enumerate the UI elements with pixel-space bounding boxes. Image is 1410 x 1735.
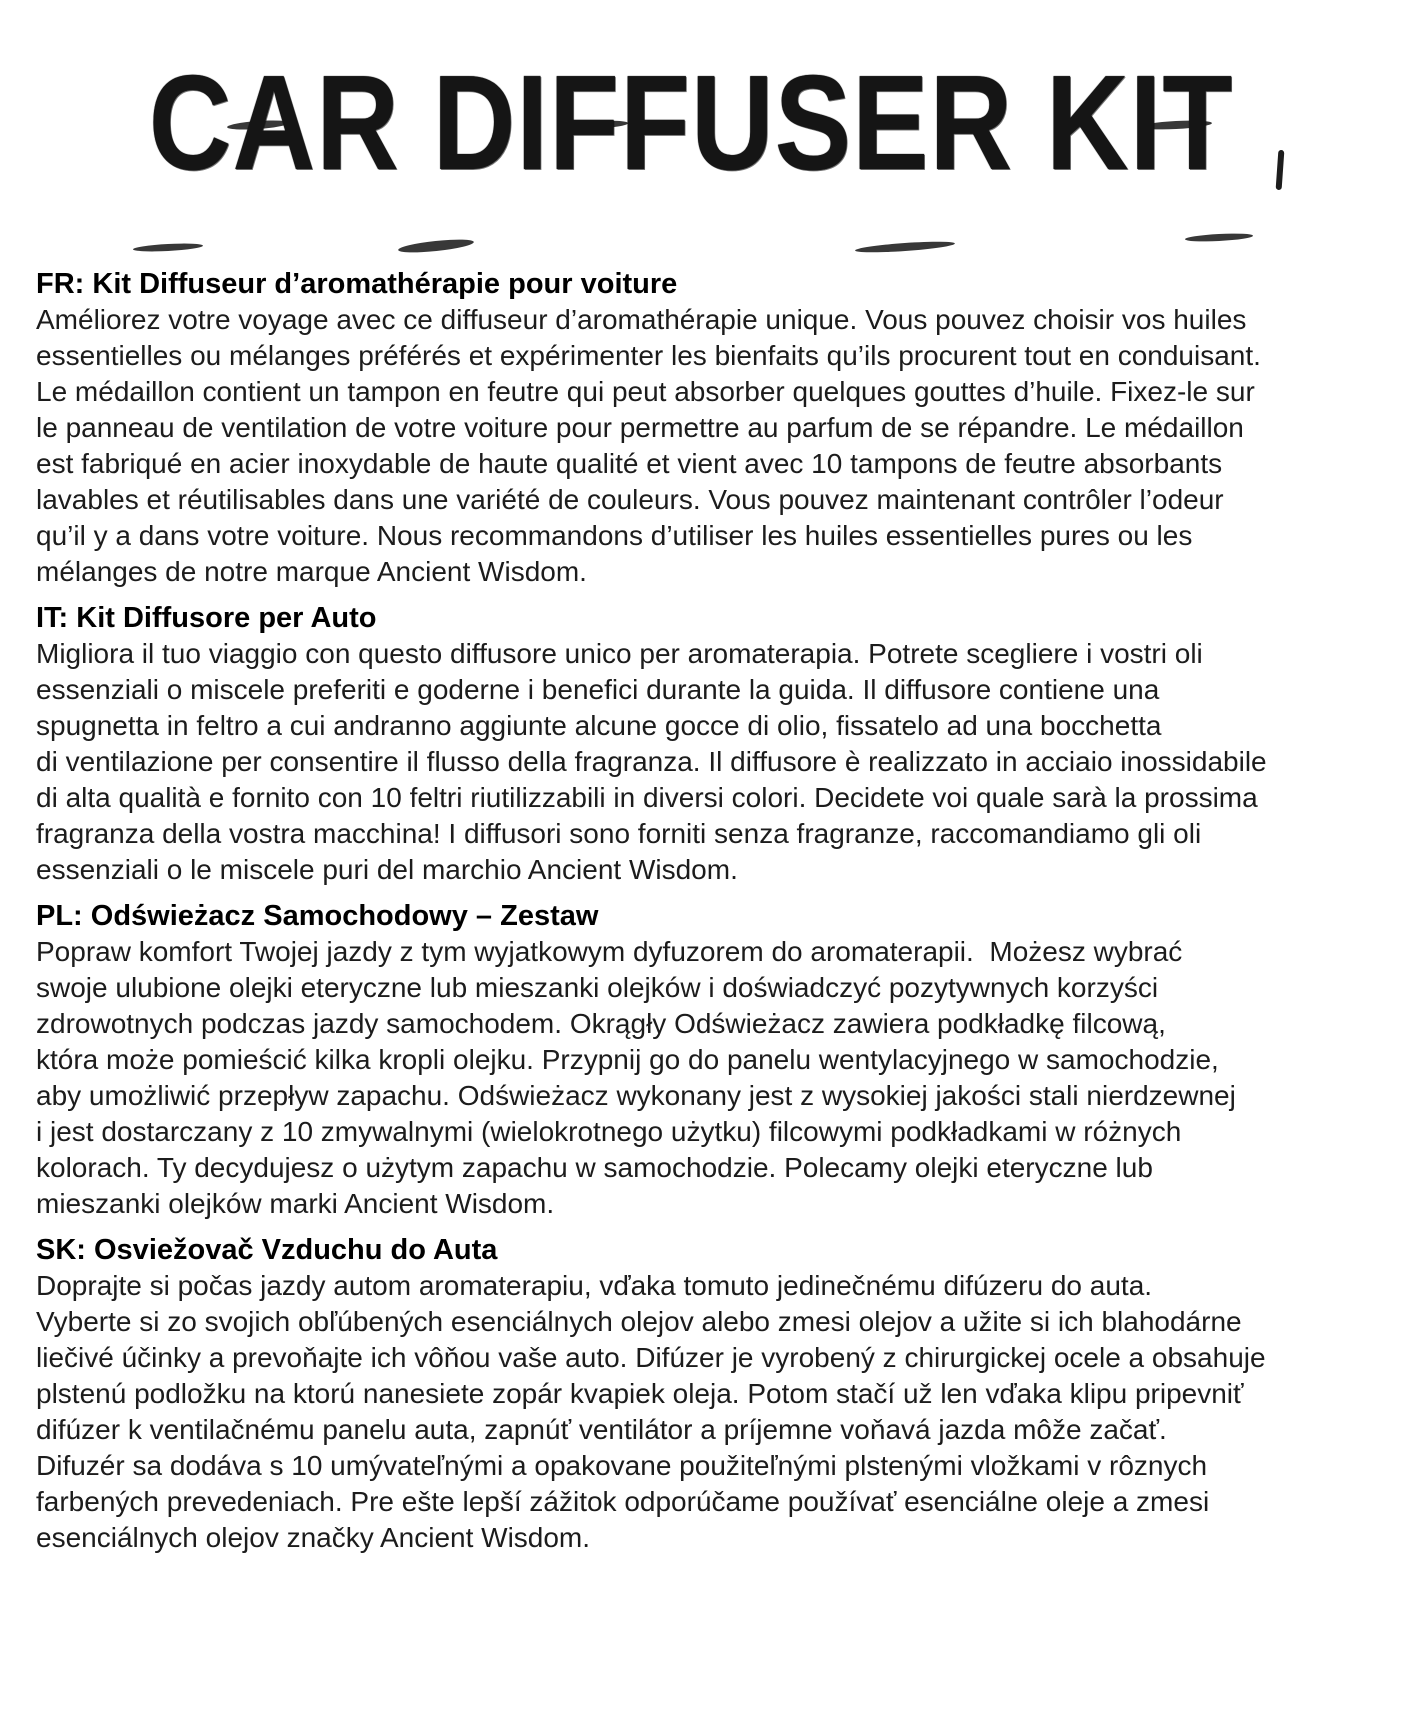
- ink-smudge: [855, 240, 955, 255]
- paragraph-line: essenziali o miscele preferiti e goderne i benefici durante la guida. Il diffusore contiene una: [36, 674, 1160, 705]
- paragraph-line: która może pomieścić kilka kropli olejku. Przypnij go do panelu wentylacyjnego w samochodzie,: [36, 1044, 1219, 1075]
- paragraph-line: Popraw komfort Twojej jazdy z tym wyjatkowym dyfuzorem do aromaterapii. Możesz wybrać: [36, 936, 1183, 967]
- section-fr: [36, 266, 1390, 590]
- section-heading-sk: SK: Osviežovač Vzduchu do Auta: [36, 1234, 498, 1266]
- title-block: [0, 47, 1396, 203]
- paragraph-line: i jest dostarczany z 10 zmywalnymi (wielokrotnego użytku) filcowymi podkładkami w różnych: [36, 1116, 1182, 1147]
- section-it: [36, 600, 1390, 888]
- paragraph-line: kolorach. Ty decydujesz o użytym zapachu w samochodzie. Polecamy olejki eteryczne lub: [36, 1152, 1153, 1183]
- paragraph-line: Améliorez votre voyage avec ce diffuseur d’aromathérapie unique. Vous pouvez choisir vos huiles: [36, 304, 1247, 335]
- section-heading-fr: FR: Kit Diffuseur d’aromathérapie pour voiture: [36, 268, 678, 300]
- paragraph-line: Doprajte si počas jazdy autom aromaterapiu, vďaka tomuto jedinečnému difúzeru do auta.: [36, 1270, 1153, 1301]
- paragraph-line: essentielles ou mélanges préférés et expérimenter les bienfaits qu’ils procurent tout en conduisant.: [36, 340, 1261, 371]
- paragraph-line: farbených prevedeniach. Pre ešte lepší zážitok odporúčame používať esenciálne oleje a zmesi: [36, 1486, 1210, 1517]
- leaflet-page: [0, 47, 1410, 1735]
- section-heading-pl: PL: Odświeżacz Samochodowy – Zestaw: [36, 900, 599, 932]
- paragraph-line: difúzer k ventilačnému panelu auta, zapnúť ventilátor a príjemne voňavá jazda môže začať.: [36, 1414, 1167, 1445]
- paragraph-line: spugnetta in feltro a cui andranno aggiunte alcune gocce di olio, fissatelo ad una bocchetta: [36, 710, 1162, 741]
- ink-smudge: [133, 242, 203, 253]
- sections-container: [0, 266, 1410, 1556]
- paragraph-line: mieszanki olejków marki Ancient Wisdom.: [36, 1188, 555, 1219]
- paragraph-line: fragranza della vostra macchina! I diffusori sono forniti senza fragranze, raccomandiamo gli oli: [36, 818, 1202, 849]
- ink-smudge: [1185, 232, 1253, 243]
- ink-smudge: [398, 237, 475, 255]
- paragraph-line: Le médaillon contient un tampon en feutre qui peut absorber quelques gouttes d’huile. Fixez-le sur: [36, 376, 1255, 407]
- paragraph-line: Vyberte si zo svojich obľúbených esenciálnych olejov alebo zmesi olejov a užite si ich blahodárne: [36, 1306, 1242, 1337]
- paragraph-line: Difuzér sa dodáva s 10 umývateľnými a opakovane použiteľnými plstenými vložkami v rôznych: [36, 1450, 1208, 1481]
- paragraph-line: di ventilazione per consentire il flusso della fragranza. Il diffusore è realizzato in acciaio inossidabile: [36, 746, 1267, 777]
- paragraph-line: qu’il y a dans votre voiture. Nous recommandons d’utiliser les huiles essentielles pures ou les: [36, 520, 1193, 551]
- paragraph-line: liečivé účinky a prevoňajte ich vôňou vaše auto. Difúzer je vyrobený z chirurgickej ocele a obsahuje: [36, 1342, 1266, 1373]
- paragraph-line: essenziali o le miscele puri del marchio Ancient Wisdom.: [36, 854, 738, 885]
- paragraph-line: est fabriqué en acier inoxydable de haute qualité et vient avec 10 tampons de feutre absorbants: [36, 448, 1223, 479]
- paragraph-line: swoje ulubione olejki eteryczne lub mieszanki olejków i doświadczyć pozytywnych korzyści: [36, 972, 1159, 1003]
- section-sk: [36, 1232, 1390, 1556]
- section-pl: [36, 898, 1390, 1222]
- page-title: CAR DIFFUSER KIT: [148, 47, 1234, 198]
- section-heading-it: IT: Kit Diffusore per Auto: [36, 602, 377, 634]
- paragraph-line: di alta qualità e fornito con 10 feltri riutilizzabili in diversi colori. Decidete voi quale sarà la prossima: [36, 782, 1258, 813]
- paragraph-line: mélanges de notre marque Ancient Wisdom.: [36, 556, 587, 587]
- paragraph-line: le panneau de ventilation de votre voiture pour permettre au parfum de se répandre. Le médaillon: [36, 412, 1244, 443]
- paragraph-line: zdrowotnych podczas jazdy samochodem. Okrągły Odświeżacz zawiera podkładkę filcową,: [36, 1008, 1166, 1039]
- paragraph-line: aby umożliwić przepływ zapachu. Odświeżacz wykonany jest z wysokiej jakości stali nierdzewnej: [36, 1080, 1236, 1111]
- paragraph-line: Migliora il tuo viaggio con questo diffusore unico per aromaterapia. Potrete scegliere i vostri oli: [36, 638, 1203, 669]
- paragraph-line: esenciálnych olejov značky Ancient Wisdom.: [36, 1522, 591, 1553]
- paragraph-line: lavables et réutilisables dans une variété de couleurs. Vous pouvez maintenant contrôler l’odeur: [36, 484, 1224, 515]
- paragraph-line: plstenú podložku na ktorú nanesiete zopár kvapiek oleja. Potom stačí už len vďaka klipu pripevniť: [36, 1378, 1244, 1409]
